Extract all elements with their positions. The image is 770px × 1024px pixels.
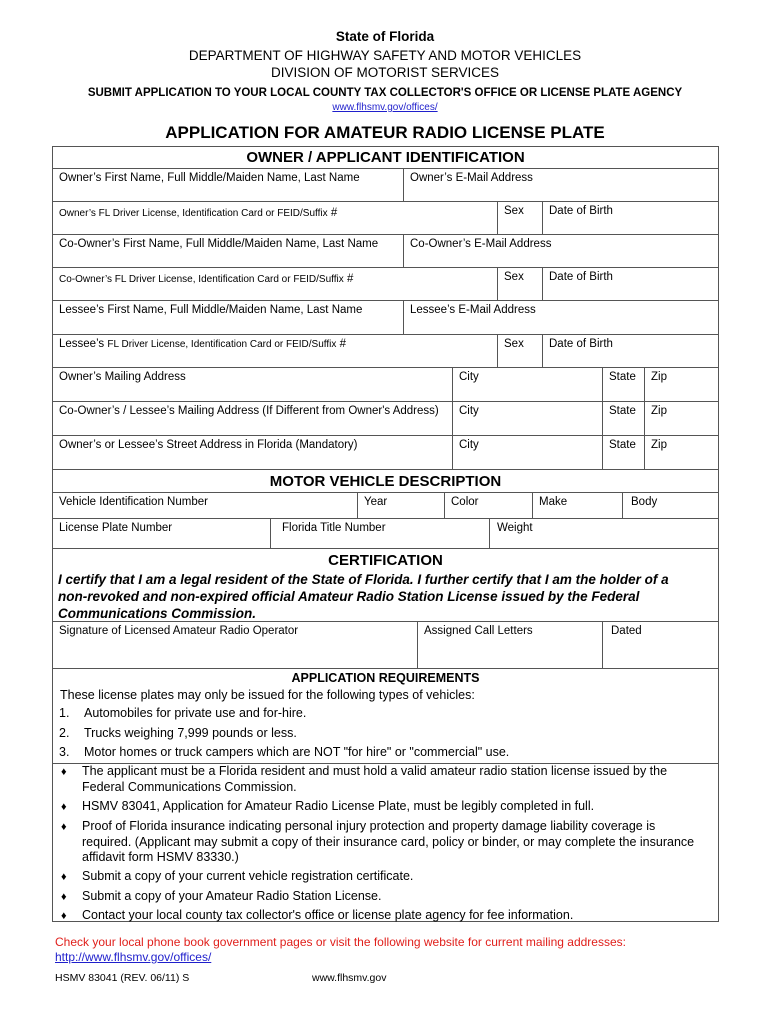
req-bullet-1: The applicant must be a Florida resident and must hold a valid amateur radio station license issued by the Federal Communications Commission. <box>82 764 668 794</box>
certification-line-2: non-revoked and non-expired official Amateur Radio Station License issued by the Federal <box>58 589 640 604</box>
title-number-field[interactable] <box>271 519 490 548</box>
offices-footer-link[interactable]: http://www.flhsmv.gov/offices/ <box>55 950 212 964</box>
diamond-bullet-icon: ♦ <box>61 766 67 778</box>
lessee-email-label: Lessee’s E-Mail Address <box>410 304 536 316</box>
owner-section-heading: OWNER / APPLICANT IDENTIFICATION <box>53 147 718 169</box>
dob-label: Date of Birth <box>549 338 613 350</box>
form-title: APPLICATION FOR AMATEUR RADIO LICENSE PLATE <box>165 123 605 142</box>
state-label: State <box>609 439 636 451</box>
street-florida-field[interactable] <box>53 436 453 469</box>
signature-field[interactable] <box>53 621 418 669</box>
owner-zip-field[interactable] <box>645 368 718 402</box>
dated-label: Dated <box>611 625 642 637</box>
lessee-name-field[interactable] <box>53 301 404 335</box>
owner-mailing-label: Owner’s Mailing Address <box>59 371 186 383</box>
diamond-bullet-icon: ♦ <box>61 821 67 833</box>
req-item-3: Motor homes or truck campers which are NOT "for hire" or "commercial" use. <box>84 745 510 759</box>
coowner-name-field[interactable] <box>53 235 404 268</box>
coowner-license-field[interactable] <box>53 268 498 301</box>
lessee-dob-field[interactable] <box>543 335 718 368</box>
sex-label: Sex <box>504 271 524 283</box>
req-item-2: Trucks weighing 7,999 pounds or less. <box>84 726 297 740</box>
hash-label: # <box>330 207 338 219</box>
title-number-label: Florida Title Number <box>282 522 386 534</box>
coowner-city-field[interactable] <box>453 402 603 436</box>
owner-email-label: Owner’s E-Mail Address <box>410 172 533 184</box>
owner-dob-field[interactable] <box>543 202 718 235</box>
city-label: City <box>459 439 479 451</box>
owner-sex-field[interactable] <box>498 202 543 235</box>
make-label: Make <box>539 496 568 508</box>
owner-identification-table <box>52 146 719 470</box>
owner-state-field[interactable] <box>603 368 645 402</box>
coowner-license-label: Co-Owner’s FL Driver License, Identification Card or FEID/Suffix <box>59 274 344 285</box>
street-zip-field[interactable] <box>645 436 718 469</box>
lessee-sex-field[interactable] <box>498 335 543 368</box>
mailing-notice: Check your local phone book government pages or visit the following website for current mailing addresses: <box>55 935 626 949</box>
coowner-name-label: Co-Owner’s First Name, Full Middle/Maiden Name, Last Name <box>59 238 379 250</box>
footer-site: www.flhsmv.gov <box>312 972 387 984</box>
req-number-2: 2. <box>59 726 70 740</box>
make-field[interactable] <box>533 492 623 519</box>
city-label: City <box>459 405 479 417</box>
submit-note: SUBMIT APPLICATION TO YOUR LOCAL COUNTY TAX COLLECTOR'S OFFICE OR LICENSE PLATE AGENCY <box>87 87 683 99</box>
body-label: Body <box>631 496 658 508</box>
diamond-bullet-icon: ♦ <box>61 871 67 883</box>
req-number-3: 3. <box>59 745 70 759</box>
zip-label: Zip <box>651 439 667 451</box>
offices-link[interactable]: www.flhsmv.gov/offices/ <box>332 102 438 113</box>
vehicle-section-heading: MOTOR VEHICLE DESCRIPTION <box>269 473 502 490</box>
plate-number-label: License Plate Number <box>59 522 173 534</box>
certification-table <box>52 548 719 922</box>
owner-email-field[interactable] <box>404 169 718 202</box>
hash-label: # <box>339 338 346 350</box>
city-label: City <box>459 371 479 383</box>
lessee-name-label: Lessee’s First Name, Full Middle/Maiden Name, Last Name <box>59 304 363 316</box>
diamond-bullet-icon: ♦ <box>61 801 67 813</box>
state-label: State <box>609 405 636 417</box>
zip-label: Zip <box>651 405 667 417</box>
certification-line-3: Communications Commission. <box>58 606 257 621</box>
req-bullet-2: HSMV 83041, Application for Amateur Radio License Plate, must be legibly completed in full. <box>82 799 595 813</box>
certification-statement <box>58 571 669 622</box>
requirements-intro: These license plates may only be issued for the following types of vehicles: <box>60 688 475 702</box>
certification-heading: CERTIFICATION <box>328 552 443 569</box>
lessee-prefix-label: Lessee’s <box>59 338 105 350</box>
coowner-email-label: Co-Owner’s E-Mail Address <box>410 238 552 250</box>
owner-name-field[interactable] <box>53 169 404 202</box>
owner-license-label: Owner’s FL Driver License, Identification Card or FEID/Suffix <box>59 208 328 219</box>
coowner-email-field[interactable] <box>404 235 718 268</box>
dated-field[interactable] <box>603 621 718 669</box>
dob-label: Date of Birth <box>549 205 613 217</box>
owner-mailing-field[interactable] <box>53 368 453 402</box>
year-field[interactable] <box>358 492 445 519</box>
hash-label: # <box>346 273 354 285</box>
req-bullet-6: Contact your local county tax collector's office or license plate agency for fee information. <box>82 908 574 922</box>
body-field[interactable] <box>623 492 718 519</box>
vehicle-description-table <box>52 469 719 549</box>
requirements-heading: APPLICATION REQUIREMENTS <box>291 671 480 685</box>
req-number-1: 1. <box>59 706 70 720</box>
req-item-1: Automobiles for private use and for-hire. <box>84 706 307 720</box>
vin-field[interactable] <box>53 492 358 519</box>
lessee-license-label: FL Driver License, Identification Card or FEID/Suffix <box>107 339 337 350</box>
coowner-mailing-field[interactable] <box>53 402 453 436</box>
weight-field[interactable] <box>490 519 718 548</box>
coowner-dob-field[interactable] <box>543 268 718 301</box>
call-letters-field[interactable] <box>418 621 603 669</box>
street-florida-label: Owner’s or Lessee’s Street Address in Florida (Mandatory) <box>59 439 358 451</box>
coowner-state-field[interactable] <box>603 402 645 436</box>
sex-label: Sex <box>504 338 524 350</box>
req-bullet-3: Proof of Florida insurance indicating personal injury protection and property damage liability coverage is required. (Applicant may submit a copy of their insurance card, policy or binder, or may complete the insurance affidavit form HSMV 83330.) <box>82 819 695 864</box>
lessee-email-field[interactable] <box>404 301 718 335</box>
owner-city-field[interactable] <box>453 368 603 402</box>
state-label: State <box>609 371 636 383</box>
street-state-field[interactable] <box>603 436 645 469</box>
lessee-license-field[interactable] <box>53 335 498 368</box>
signature-label: Signature of Licensed Amateur Radio Operator <box>59 625 299 637</box>
form-id: HSMV 83041 (REV. 06/11) S <box>55 972 190 984</box>
call-letters-label: Assigned Call Letters <box>424 625 533 637</box>
division-heading: DIVISION OF MOTORIST SERVICES <box>270 65 500 80</box>
owner-license-field[interactable] <box>53 202 498 235</box>
department-heading: DEPARTMENT OF HIGHWAY SAFETY AND MOTOR VEHICLES <box>188 48 582 63</box>
diamond-bullet-icon: ♦ <box>61 891 67 903</box>
color-field[interactable] <box>445 492 533 519</box>
req-bullet-4: Submit a copy of your current vehicle registration certificate. <box>82 869 414 883</box>
weight-label: Weight <box>497 522 533 534</box>
coowner-zip-field[interactable] <box>645 402 718 436</box>
owner-name-label: Owner’s First Name, Full Middle/Maiden Name, Last Name <box>59 172 360 184</box>
coowner-mailing-label: Co-Owner’s / Lessee’s Mailing Address (If Different from Owner's Address) <box>59 405 439 417</box>
dob-label: Date of Birth <box>549 271 613 283</box>
zip-label: Zip <box>651 371 667 383</box>
diamond-bullet-icon: ♦ <box>61 910 67 922</box>
coowner-sex-field[interactable] <box>498 268 543 301</box>
sex-label: Sex <box>504 205 524 217</box>
vin-label: Vehicle Identification Number <box>59 496 208 508</box>
state-heading: State of Florida <box>335 29 435 44</box>
req-bullet-5: Submit a copy of your Amateur Radio Station License. <box>82 889 382 903</box>
certification-line-1: I certify that I am a legal resident of the State of Florida. I further certify that I am the holder of a <box>58 572 669 587</box>
color-label: Color <box>451 496 479 508</box>
plate-number-field[interactable] <box>53 519 271 548</box>
street-city-field[interactable] <box>453 436 603 469</box>
year-label: Year <box>364 496 388 508</box>
